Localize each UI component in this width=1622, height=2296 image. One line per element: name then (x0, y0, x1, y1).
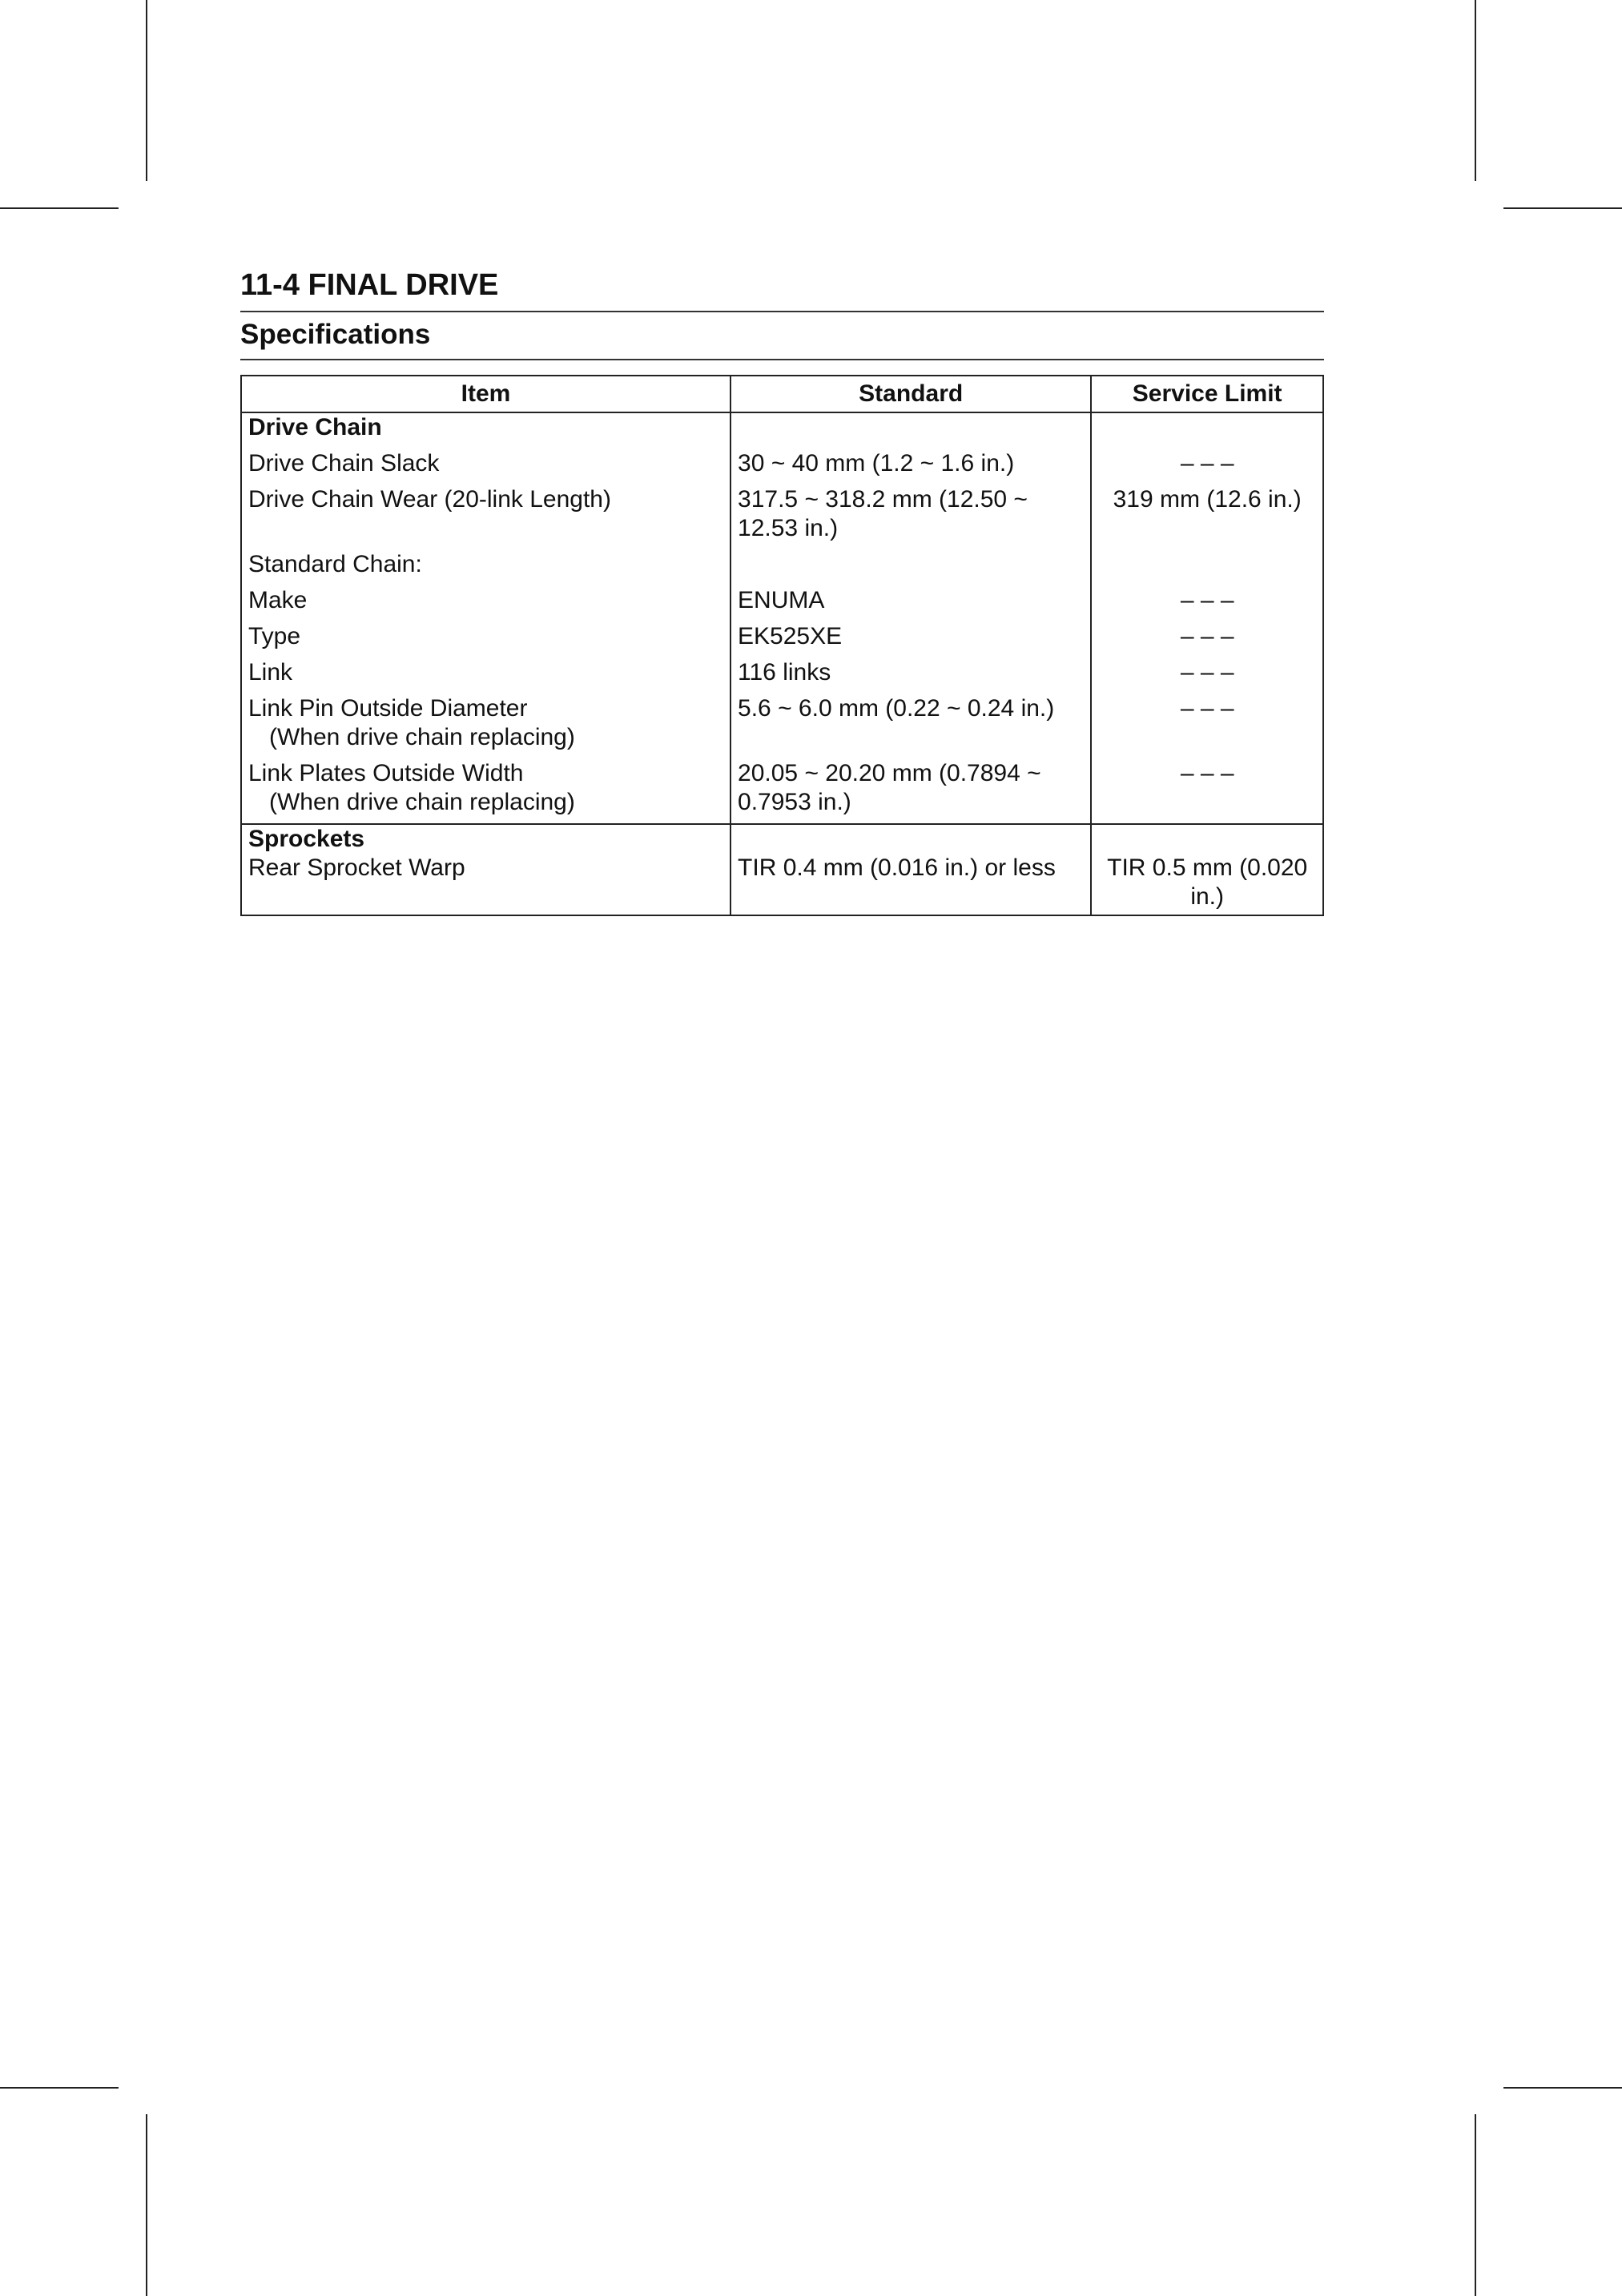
limit-cell: – – – (1091, 752, 1323, 824)
table-header-row (241, 376, 1323, 412)
item-cell: Rear Sprocket Warp (241, 854, 731, 915)
table-row (241, 478, 1323, 543)
limit-cell: – – – (1091, 687, 1323, 752)
item-label: Link Pin Outside Diameter (248, 695, 528, 722)
crop-mark-bottom-right-vertical (1475, 2114, 1476, 2296)
item-cell: Type (241, 615, 731, 651)
limit-cell: – – – (1091, 615, 1323, 651)
standard-cell (731, 543, 1091, 579)
item-cell: Drive Chain Wear (20-link Length) (241, 478, 731, 543)
standard-cell: 5.6 ~ 6.0 mm (0.22 ~ 0.24 in.) (731, 687, 1091, 752)
table-row (241, 615, 1323, 651)
item-cell: Make (241, 579, 731, 615)
table-row (241, 854, 1323, 915)
table-row (241, 442, 1323, 478)
crop-mark-bottom-left-horizontal (0, 2087, 119, 2089)
group-row-drive-chain (241, 412, 1323, 442)
empty-cell (731, 412, 1091, 442)
standard-cell: EK525XE (731, 615, 1091, 651)
standard-cell: ENUMA (731, 579, 1091, 615)
group-label: Drive Chain (241, 412, 731, 442)
crop-mark-bottom-left-vertical (146, 2114, 147, 2296)
standard-cell: 20.05 ~ 20.20 mm (0.7894 ~ 0.7953 in.) (731, 752, 1091, 824)
group-row-sprockets (241, 824, 1323, 854)
item-label: Link Plates Outside Width (248, 760, 524, 786)
column-header-item: Item (241, 376, 731, 412)
limit-cell (1091, 543, 1323, 579)
standard-cell: TIR 0.4 mm (0.016 in.) or less (731, 854, 1091, 915)
standard-cell: 30 ~ 40 mm (1.2 ~ 1.6 in.) (731, 442, 1091, 478)
crop-mark-top-right-horizontal (1503, 207, 1622, 209)
table-row (241, 579, 1323, 615)
limit-cell: TIR 0.5 mm (0.020 in.) (1091, 854, 1323, 915)
limit-cell: – – – (1091, 442, 1323, 478)
table-row (241, 651, 1323, 687)
item-cell: Standard Chain: (241, 543, 731, 579)
limit-cell: – – – (1091, 579, 1323, 615)
header-rule (240, 311, 1324, 312)
crop-mark-top-left-horizontal (0, 207, 119, 209)
group-label: Sprockets (241, 824, 731, 854)
section-rule (240, 359, 1324, 360)
item-note: (When drive chain replacing) (269, 724, 575, 750)
item-cell: Drive Chain Slack (241, 442, 731, 478)
column-header-service-limit: Service Limit (1091, 376, 1323, 412)
empty-cell (1091, 824, 1323, 854)
limit-cell: 319 mm (12.6 in.) (1091, 478, 1323, 543)
table-row (241, 687, 1323, 752)
standard-cell: 317.5 ~ 318.2 mm (12.50 ~ 12.53 in.) (731, 478, 1091, 543)
page-header (240, 264, 1324, 360)
item-cell (241, 687, 731, 752)
table-row (241, 543, 1323, 579)
limit-cell: – – – (1091, 651, 1323, 687)
column-header-standard: Standard (731, 376, 1091, 412)
standard-cell: 116 links (731, 651, 1091, 687)
item-cell: Link (241, 651, 731, 687)
crop-mark-bottom-right-horizontal (1503, 2087, 1622, 2089)
crop-mark-top-left-vertical (146, 0, 147, 181)
table-row (241, 752, 1323, 824)
empty-cell (731, 824, 1091, 854)
crop-mark-top-right-vertical (1475, 0, 1476, 181)
item-cell (241, 752, 731, 824)
empty-cell (1091, 412, 1323, 442)
item-note: (When drive chain replacing) (269, 789, 575, 815)
chapter-title: 11-4 FINAL DRIVE (240, 268, 499, 302)
specifications-table (240, 375, 1324, 916)
section-title: Specifications (240, 319, 431, 350)
